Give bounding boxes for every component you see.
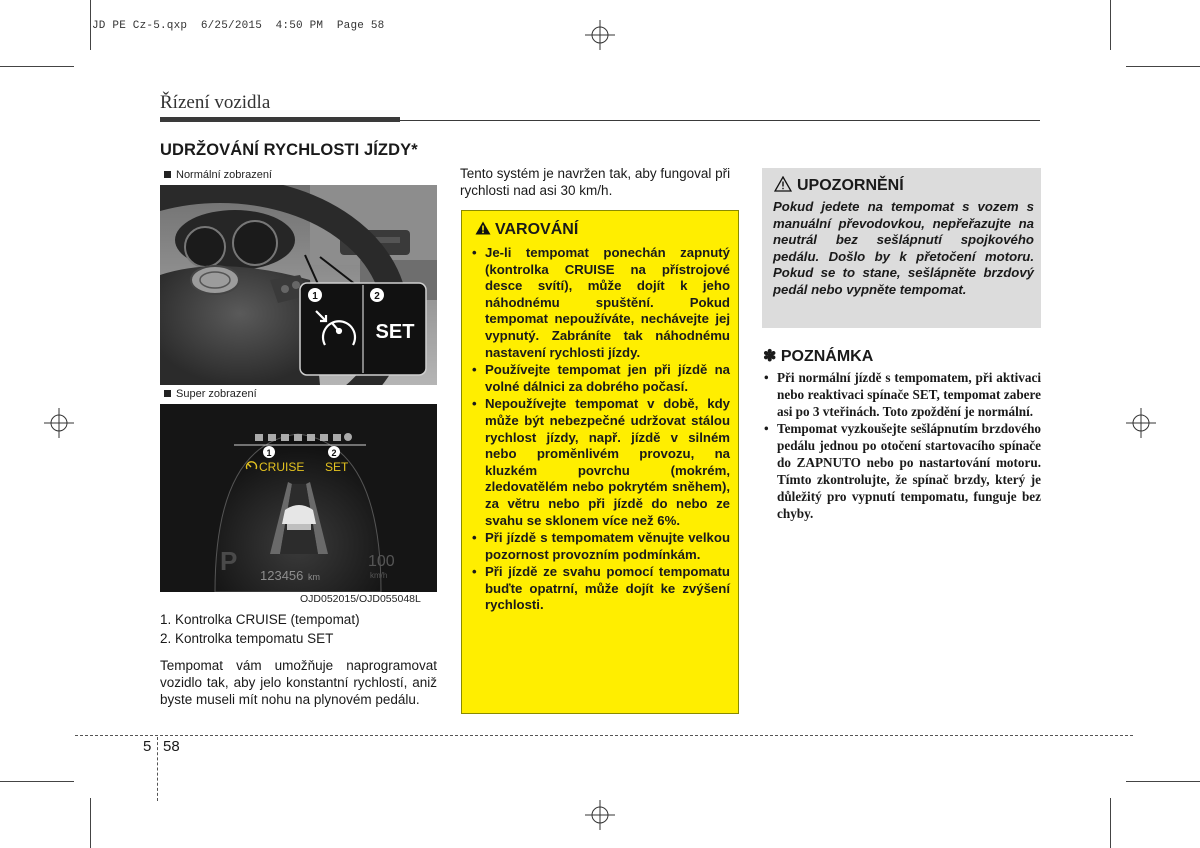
square-bullet-icon <box>164 390 171 397</box>
instrument-cluster-photo <box>160 404 437 592</box>
warning-item: • Při jízdě ze svahu pomocí tempomatu buďte opatrní, může dojít ke zvýšení rychlosti. <box>472 564 730 614</box>
crop-mark <box>1110 798 1111 848</box>
crop-mark <box>1126 66 1200 67</box>
note-item: • Tempomat vyzkoušejte sešlápnutím brzdového pedálu jednou po otočení startovacího spínače do ZAPNUTO nebo po nastartování motoru. Tímto zkontrolujte, že spínač brzdy, který je důležitý pro vypnutí tempomatu, funguje bez chyby. <box>763 420 1041 522</box>
registration-mark-icon <box>585 20 615 50</box>
warning-box <box>461 210 739 714</box>
figure-label-super: Super zobrazení <box>164 388 257 400</box>
odometer-unit: km <box>308 572 320 582</box>
warning-item: • Je-li tempomat ponechán zapnutý (kontrolka CRUISE na přístrojové desce svítí), může dojít k jeho náhodnému spuštění. Pokud tempomat nepoužíváte, nechávejte jej vypnutý. Zabráníte tak náhodnému nastavení rychlosti jízdy. <box>472 245 730 361</box>
warning-item: • Používejte tempomat jen při jízdě na volné dálnici za dobrého počasí. <box>472 362 730 395</box>
crop-mark <box>90 0 91 50</box>
footer-divider <box>157 737 158 801</box>
intro-paragraph: Tento systém je navržen tak, aby fungoval při rychlosti nad asi 30 km/h. <box>460 166 731 198</box>
registration-mark-icon <box>585 800 615 830</box>
square-bullet-icon <box>164 171 171 178</box>
set-indicator-label: SET <box>325 460 349 474</box>
instrument-cluster-illustration <box>160 404 437 592</box>
body-paragraph: Tempomat vám umožňuje naprogramovat vozidlo tak, aby jelo konstantní rychlostí, aniž byste museli mít nohu na plynovém pedálu. <box>160 658 437 707</box>
speed-value: 100 <box>368 553 395 570</box>
registration-mark-icon <box>1126 408 1156 438</box>
crop-mark <box>90 798 91 848</box>
note-title: ✽ POZNÁMKA <box>763 348 874 365</box>
caution-triangle-icon <box>774 176 792 192</box>
figure-code: OJD052015/OJD055048L <box>300 593 421 605</box>
steering-wheel-photo <box>160 185 437 385</box>
warning-list <box>472 245 730 615</box>
registration-mark-icon <box>44 408 74 438</box>
footer-rule <box>75 735 1133 736</box>
cluster-callout-2: 2 <box>331 448 337 458</box>
figure-callout-1: 1 <box>312 291 318 302</box>
crop-mark <box>1110 0 1111 50</box>
page-title: UDRŽOVÁNÍ RYCHLOSTI JÍZDY* <box>160 141 418 159</box>
figure-callout-2: 2 <box>374 291 380 302</box>
crop-mark <box>0 66 74 67</box>
cluster-callout-1: 1 <box>266 448 272 458</box>
crop-mark <box>0 781 74 782</box>
caution-text: Pokud jedete na tempomat s vozem s manuální převodovkou, nepřeřazujte na neutrál bez sešlápnutí spojkového pedálu. Došlo by k přetočení motoru. Pokud se to stane, sešlápněte brzdový pedál nebo vypněte tempomat. <box>773 199 1034 297</box>
set-button-label: SET <box>375 321 415 343</box>
warning-title: VAROVÁNÍ <box>475 221 578 239</box>
section-number: 5 <box>143 738 152 755</box>
warning-triangle-icon <box>475 221 491 235</box>
odometer-value: 123456 <box>260 568 304 583</box>
steering-wheel-illustration <box>160 185 437 385</box>
section-title: Řízení vozidla <box>160 92 271 113</box>
warning-item: • Nepoužívejte tempomat v době, kdy může být nebezpečné udržovat stálou rychlost jízdy, např. jízdě v silném nebo proměnlivém provozu, na kluzkém povrchu (mokrém, zledovatělém nebo pokrytém sněhem), za větru nebo při jízdě do nebo ze svahu se sklonem více než 6%. <box>472 396 730 529</box>
caution-box <box>762 168 1041 328</box>
cruise-indicator-label: CRUISE <box>259 460 305 474</box>
gear-indicator: P <box>220 546 238 576</box>
warning-item: • Při jízdě s tempomatem věnujte velkou pozornost provozním podmínkám. <box>472 530 730 563</box>
print-header: JD PE Cz-5.qxp 6/25/2015 4:50 PM Page 58 <box>92 20 385 32</box>
legend-item-2: 2. Kontrolka tempomatu SET <box>160 631 334 646</box>
note-list <box>763 369 1041 522</box>
note-item: • Při normální jízdě s tempomatem, při aktivaci nebo reaktivaci spínače SET, tempomat zabere asi po 3 vteřinách. Toto zpoždění je normální. <box>763 369 1041 420</box>
caution-title: UPOZORNĚNÍ <box>774 176 904 195</box>
section-rule-accent <box>160 117 400 122</box>
legend-item-1: 1. Kontrolka CRUISE (tempomat) <box>160 612 360 627</box>
crop-mark <box>1126 781 1200 782</box>
speed-unit: km/h <box>370 571 388 580</box>
figure-label-normal: Normální zobrazení <box>164 169 272 181</box>
page-number: 58 <box>163 738 180 755</box>
